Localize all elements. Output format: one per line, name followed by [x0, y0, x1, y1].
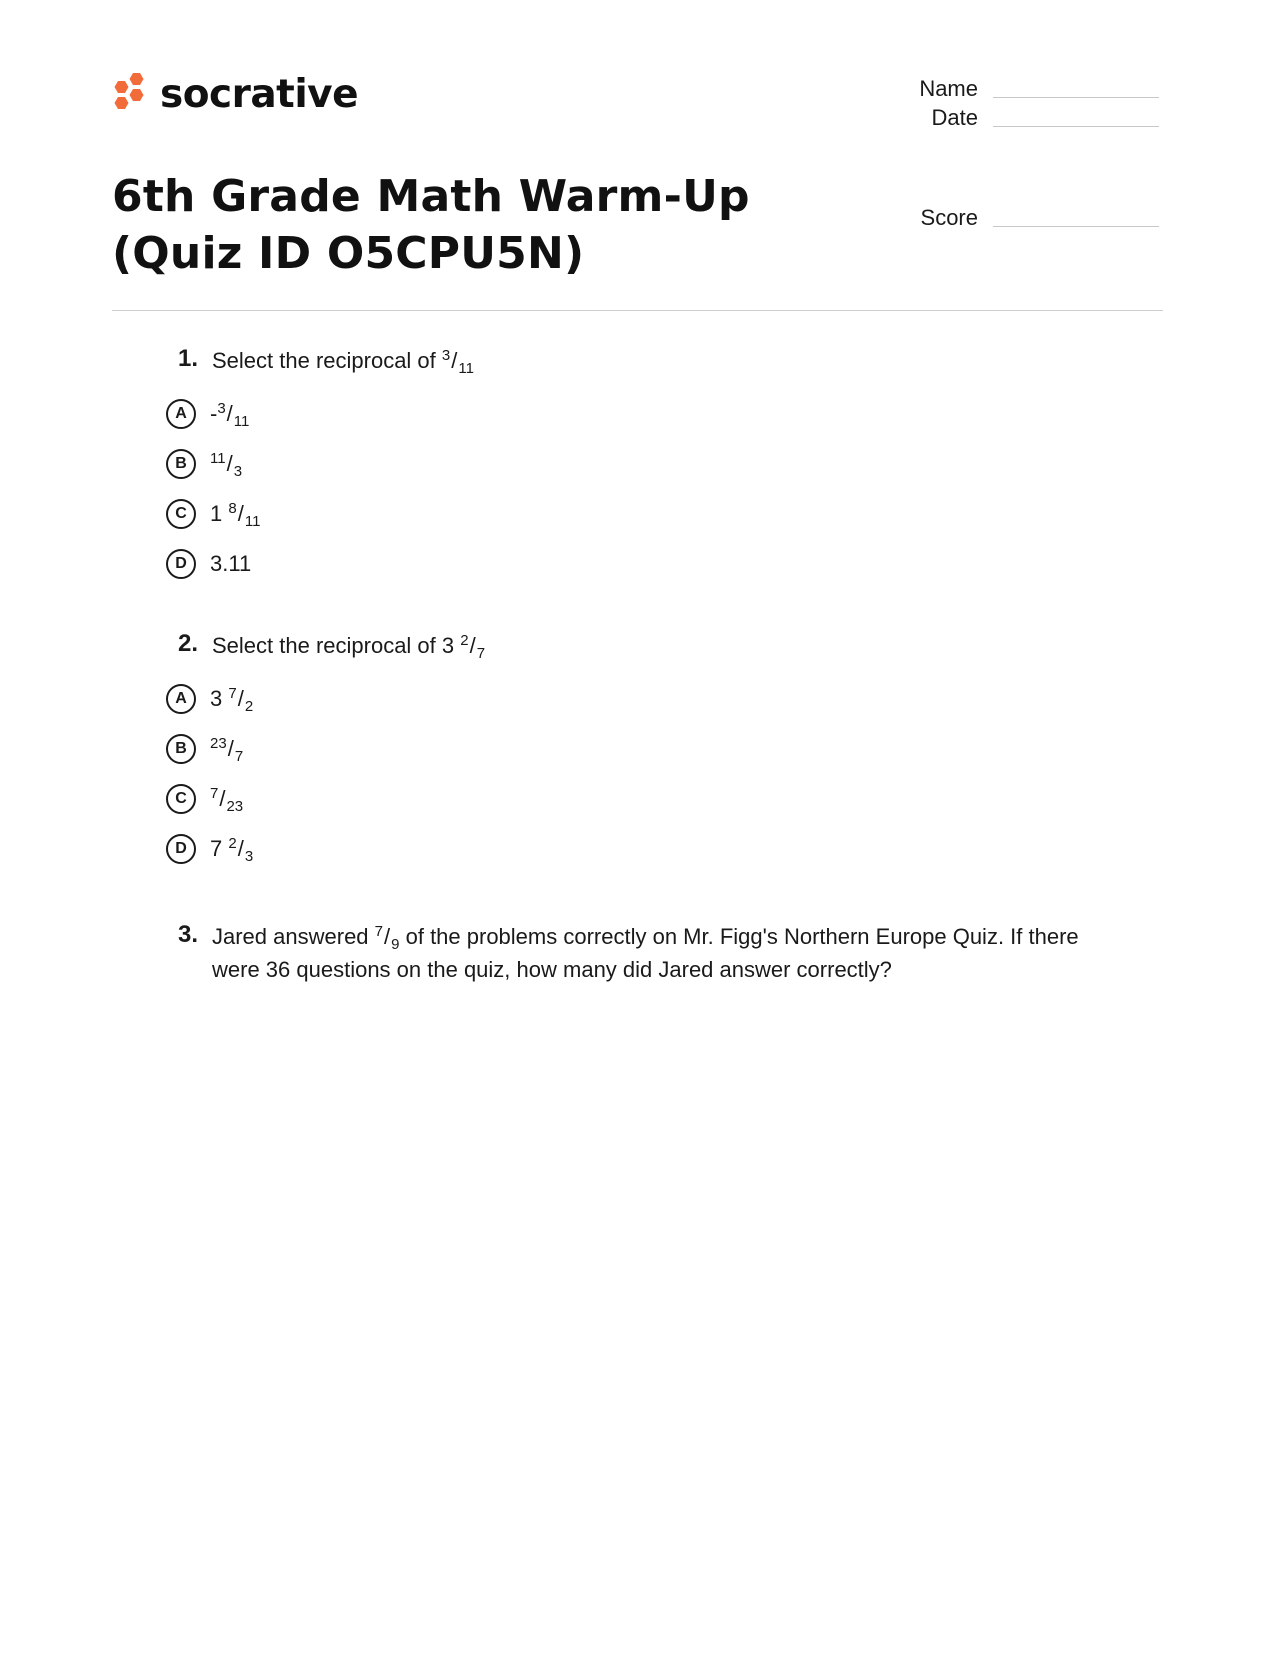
- choice-bubble[interactable]: B: [166, 449, 196, 479]
- question-number: 1.: [177, 345, 198, 372]
- name-label: Name: [919, 76, 978, 101]
- choice-text: 3 $^7/_2$: [210, 685, 254, 715]
- score-label: Score: [920, 205, 978, 230]
- choice-b[interactable]: [160, 439, 1160, 489]
- choice-b[interactable]: [160, 724, 1160, 774]
- name-line: [993, 97, 1159, 98]
- choice-a[interactable]: [160, 389, 1160, 439]
- brand-name: socrative: [160, 71, 359, 117]
- choice-d[interactable]: [160, 824, 1160, 874]
- choice-c[interactable]: [160, 774, 1160, 824]
- choice-bubble[interactable]: A: [166, 684, 196, 714]
- header-divider: [112, 310, 1163, 311]
- question-text: Select the reciprocal of $^3/_{11}$: [212, 347, 474, 377]
- date-label: Date: [931, 105, 978, 130]
- question-2: [160, 629, 1160, 874]
- date-field[interactable]: [858, 105, 1159, 131]
- choice-c[interactable]: [160, 489, 1160, 539]
- choice-bubble[interactable]: D: [166, 834, 196, 864]
- choice-bubble[interactable]: B: [166, 734, 196, 764]
- question-text: Jared answered $^7/_9$ of the problems correctly on Mr. Figg's Northern Europe Quiz. If there were 36 questions on the quiz, how many did Jared answer correctly?: [212, 923, 1079, 982]
- name-field[interactable]: [858, 76, 1159, 102]
- question-1: [160, 344, 1160, 589]
- question-number: 2.: [177, 630, 198, 657]
- choice-bubble[interactable]: A: [166, 399, 196, 429]
- question-text: Select the reciprocal of 3 $^2/_7$: [212, 632, 486, 662]
- choice-text: $^{11}/_3$: [210, 450, 243, 480]
- question-3: [160, 920, 1160, 986]
- choice-bubble[interactable]: D: [166, 549, 196, 579]
- socrative-logo: [112, 72, 358, 120]
- choice-d[interactable]: [160, 539, 1160, 589]
- hexagon-cluster-icon: [112, 72, 148, 120]
- answer-choices: [160, 674, 1160, 874]
- choice-text: 3.11: [210, 551, 252, 576]
- choice-text: $^7/_{23}$: [210, 785, 244, 815]
- choice-text: 7 $^2/_3$: [210, 835, 254, 865]
- choice-text: $^{23}/_7$: [210, 735, 244, 765]
- score-line: [993, 226, 1159, 227]
- choice-bubble[interactable]: C: [166, 499, 196, 529]
- question-number: 3.: [177, 921, 198, 948]
- choice-text: 1 $^8/_{11}$: [210, 500, 261, 530]
- choice-text: $-^3/_{11}$: [210, 400, 250, 430]
- choice-a[interactable]: [160, 674, 1160, 724]
- choice-bubble[interactable]: C: [166, 784, 196, 814]
- date-line: [993, 126, 1159, 127]
- score-field[interactable]: [858, 205, 1159, 231]
- answer-choices: [160, 389, 1160, 589]
- page-title: 6th Grade Math Warm-Up (Quiz ID O5CPU5N): [112, 171, 750, 279]
